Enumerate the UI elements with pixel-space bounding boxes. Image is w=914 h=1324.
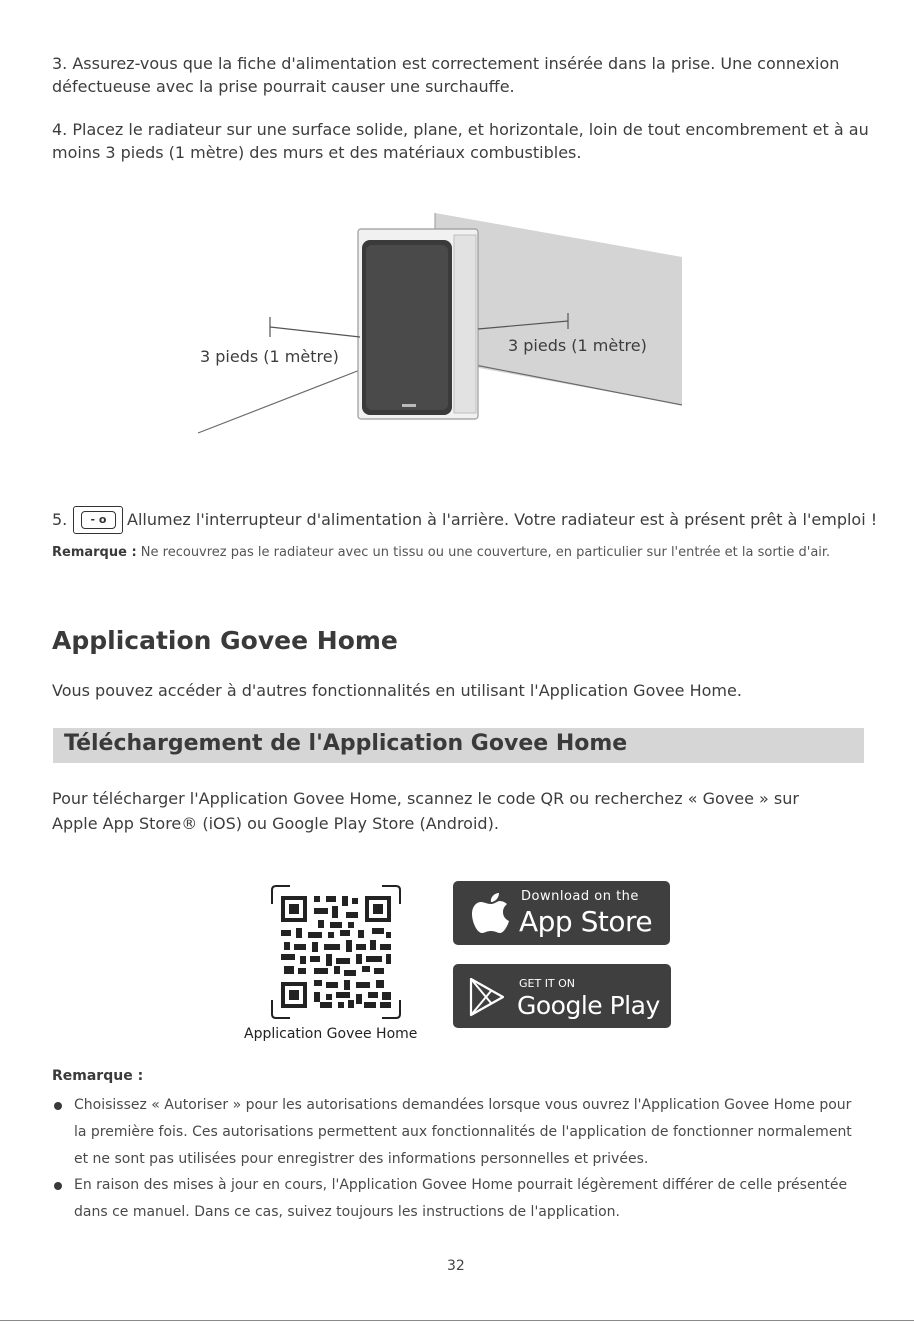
floor-line xyxy=(198,370,360,433)
download-section-text: Pour télécharger l'Application Govee Home, scannez le code QR ou recherchez « Govee » sur Apple App Store® (iOS) ou Google Play Store (Android). xyxy=(52,789,799,833)
note-2-bullet-2 xyxy=(52,1172,852,1228)
google-play-large-text: Google Play xyxy=(517,991,660,1020)
qr-caption: Application Govee Home xyxy=(244,1026,418,1042)
note-warning xyxy=(52,539,862,566)
qr-code-graphic xyxy=(268,882,404,1022)
google-play-small-text: GET IT ON xyxy=(519,977,576,990)
app-section-intro: Vous pouvez accéder à d'autres fonctionnalités en utilisant l'Application Govee Home. xyxy=(52,681,742,700)
step-5-number: 5. xyxy=(52,510,68,529)
step-5 xyxy=(52,506,878,534)
app-store-button[interactable] xyxy=(453,881,670,945)
distance-label-left: 3 pieds (1 mètre) xyxy=(200,347,339,366)
note-2-bullet-1 xyxy=(52,1092,852,1176)
note-label: Remarque : xyxy=(52,545,137,560)
download-section-title: Téléchargement de l'Application Govee Home xyxy=(64,731,628,756)
heater-diagram xyxy=(190,205,690,455)
heater-clearance-figure xyxy=(190,205,690,455)
apple-logo-icon xyxy=(471,889,511,935)
app-store-large-text: App Store xyxy=(519,905,653,938)
note-text: Ne recouvrez pas le radiateur avec un tissu ou une couverture, en particulier sur l'entrée et la sortie d'air. xyxy=(136,545,831,560)
power-switch-icon: - o xyxy=(73,506,123,534)
page-bottom-rule xyxy=(0,1320,914,1321)
distance-label-right: 3 pieds (1 mètre) xyxy=(508,336,647,355)
app-section-title: Application Govee Home xyxy=(52,626,398,655)
page-number: 32 xyxy=(447,1258,465,1274)
note-2-label: Remarque : xyxy=(52,1068,144,1084)
step-5-text: Allumez l'interrupteur d'alimentation à l'arrière. Votre radiateur est à présent prêt à l'emploi ! xyxy=(127,510,878,529)
bullet-text: En raison des mises à jour en cours, l'Application Govee Home pourrait légèrement différer de celle présentée dans ce manuel. Dans ce cas, suivez toujours les instructions de l'application. xyxy=(74,1177,848,1220)
qr-code[interactable] xyxy=(268,882,404,1022)
google-play-icon xyxy=(467,976,507,1018)
bullet-text: Choisissez « Autoriser » pour les autorisations demandées lorsque vous ouvrez l'Application Govee Home pour la première fois. Ces autorisations permettent aux fonctionnalités de l'application de fonctionner normalement et ne sont pas utilisées pour enregistrer des informations personnelles et privées. xyxy=(74,1097,852,1167)
bullet-dot-icon xyxy=(54,1182,62,1190)
google-play-button[interactable] xyxy=(453,964,671,1028)
step-4-text: 4. Placez le radiateur sur une surface solide, plane, et horizontale, loin de tout encombrement et à au moins 3 pieds (1 mètre) des murs et des matériaux combustibles. xyxy=(52,120,869,162)
app-store-small-text: Download on the xyxy=(521,889,639,904)
bullet-dot-icon xyxy=(54,1102,62,1110)
step-3-text: 3. Assurez-vous que la fiche d'alimentation est correctement insérée dans la prise. Une connexion défectueuse avec la prise pourrait causer une surchauffe. xyxy=(52,54,840,96)
